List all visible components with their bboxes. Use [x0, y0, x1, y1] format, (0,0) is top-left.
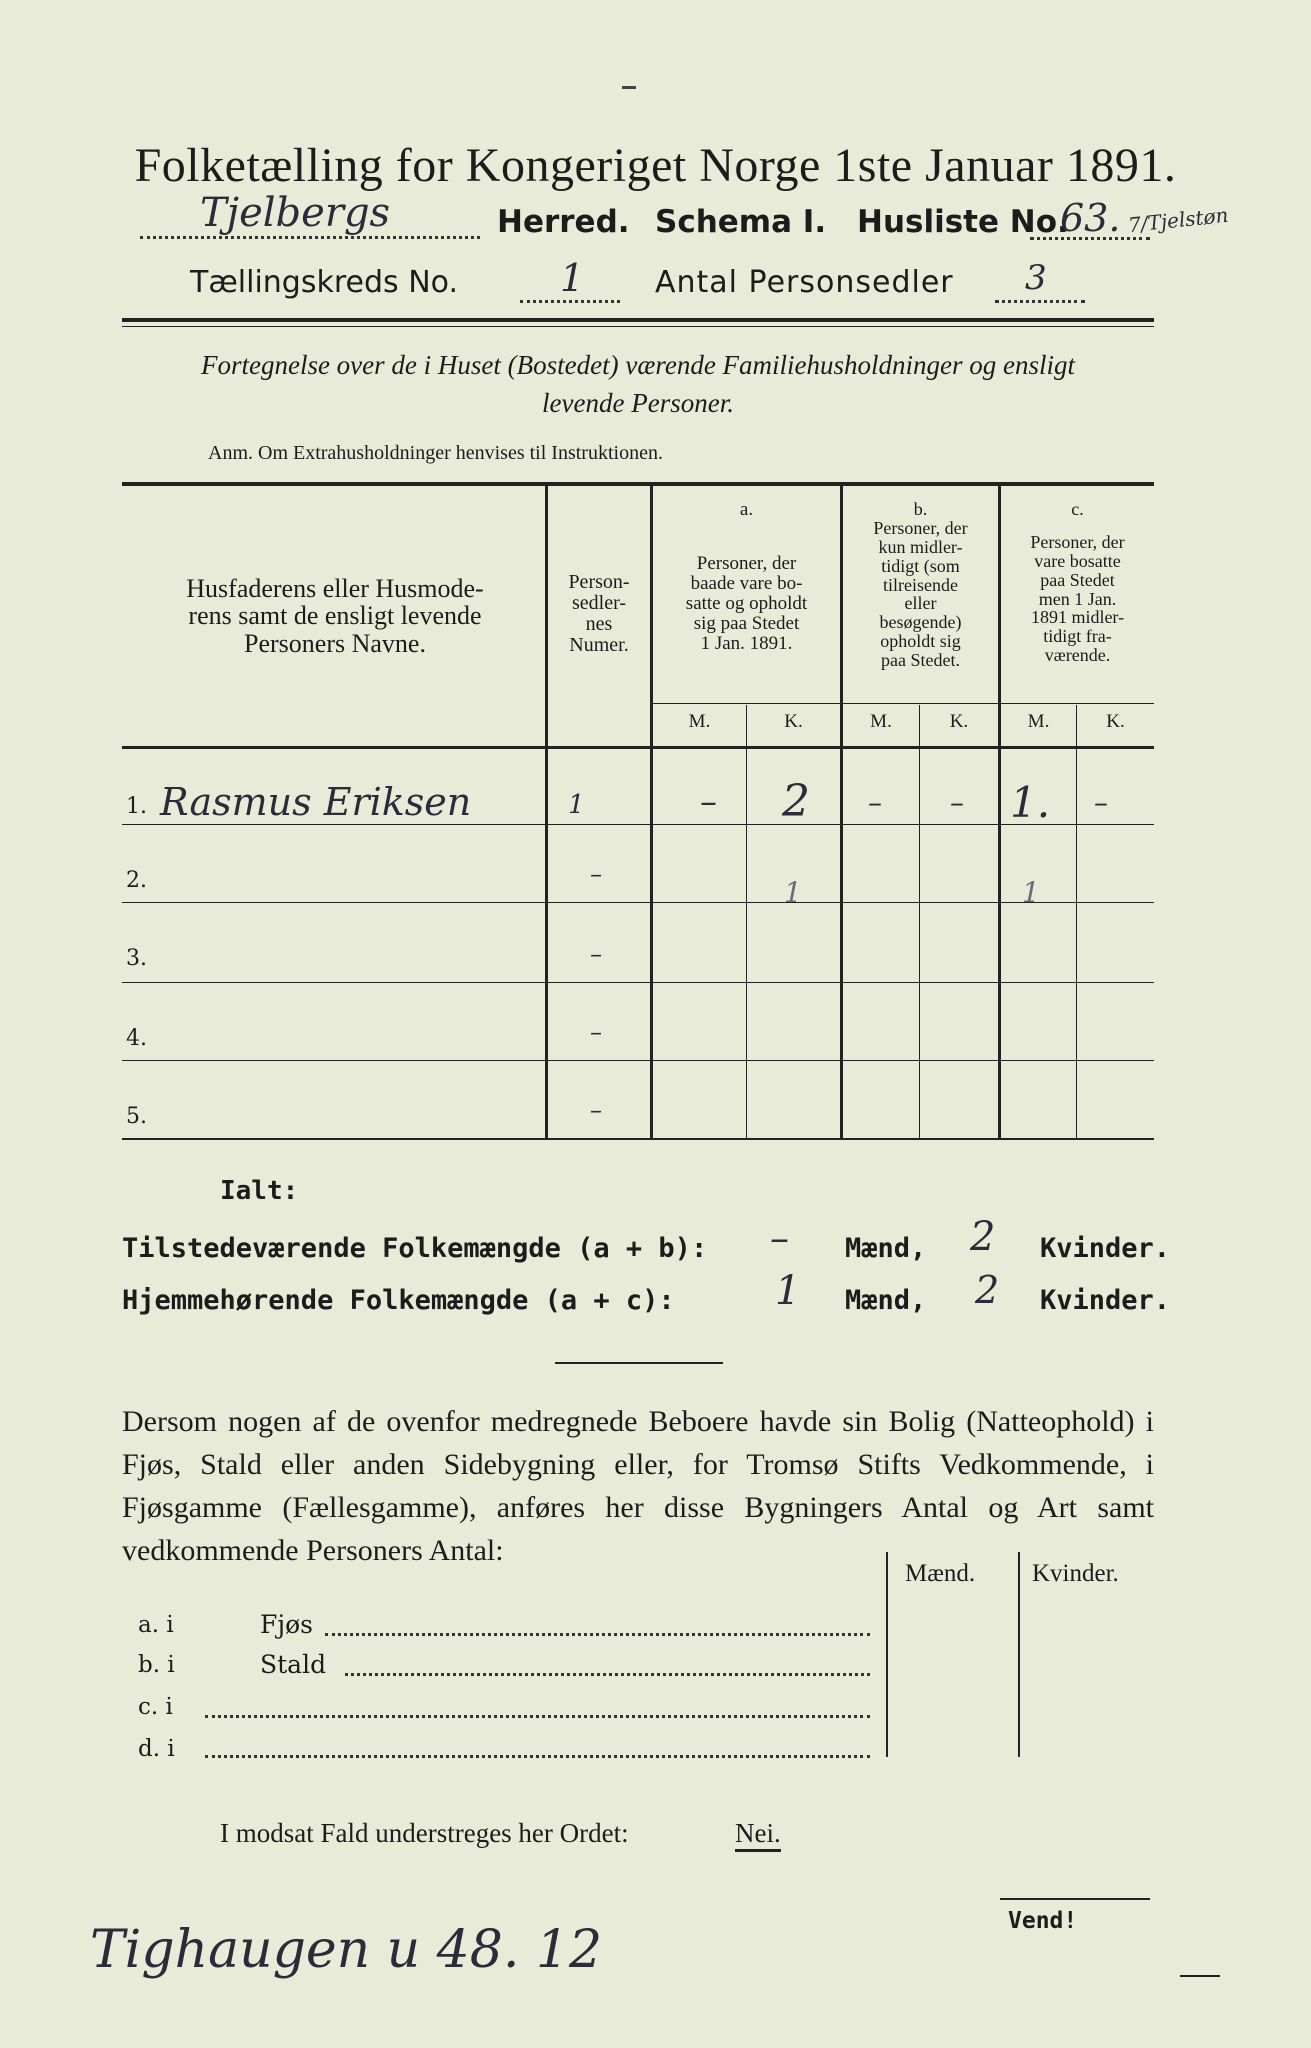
a-m-label: M. [688, 711, 711, 732]
mk-rule [653, 703, 1154, 704]
table-row-5-num: – [590, 1096, 602, 1124]
total-line-2-maend: Mænd, [845, 1285, 927, 1316]
vrule-bm [919, 705, 920, 1138]
intro-line-2: levende Personer. [542, 388, 734, 418]
bld-item-d-label: d. i [138, 1736, 175, 1762]
antal-label: Antal Personsedler [655, 265, 954, 300]
bld-item-a-text: Fjøs [260, 1610, 313, 1639]
husliste-label: Husliste No. [857, 204, 1069, 240]
total-line-2-k: 2 [975, 1268, 1000, 1312]
bld-item-c-dots [205, 1700, 870, 1718]
col-b-header: b. Personer, der kun midler- tidigt (som tilreisende eller besøgende) opholdt sig paa Stedet. [873, 499, 968, 671]
row-line-1 [122, 824, 1154, 825]
antal-value: 3 [1025, 258, 1047, 298]
footer-handwritten: Tighaugen u 48. 12 [90, 1920, 603, 1980]
table-bottom-rule [122, 1138, 1154, 1140]
total-line-1-m: – [770, 1216, 789, 1260]
table-row-1-name: Rasmus Eriksen [160, 780, 472, 824]
b-m-label: M. [870, 711, 892, 732]
table-row-2-ak: 1 [784, 876, 802, 909]
c-m-label: M. [1027, 711, 1050, 732]
table-row-2-cm: 1 [1022, 876, 1040, 909]
husliste-note: 7/Tjelstøn [1127, 202, 1230, 238]
table-row-1-ck: – [1094, 786, 1108, 819]
bld-item-b-dots [345, 1658, 870, 1676]
table-row-1-num: 1 [568, 790, 585, 820]
ink-mark-corner [1180, 1975, 1220, 1977]
bld-col-kvinder: Kvinder. [1032, 1560, 1119, 1587]
total-line-2-kvinder: Kvinder. [1040, 1285, 1171, 1316]
total-line-2-m: 1 [775, 1268, 801, 1314]
vend-rule [1000, 1898, 1150, 1900]
header-rule [122, 318, 1154, 322]
row-line-3 [122, 982, 1154, 983]
anm-note: Anm. Om Extrahusholdninger henvises til Instruktionen. [208, 442, 663, 464]
bld-col-maend: Mænd. [905, 1560, 976, 1587]
bld-vrule-2 [1018, 1552, 1020, 1757]
ialt-label: Ialt: [220, 1176, 299, 1206]
herred-label: Herred. [497, 204, 630, 240]
schema-label: Schema I. [655, 204, 827, 240]
table-row-2-num: – [590, 860, 602, 888]
total-line-1-maend: Mænd, [845, 1233, 927, 1264]
table-row-2-no: 2. [126, 868, 147, 893]
col-c-header: c. Personer, der vare bosatte paa Stedet men 1 Jan. 1891 midler- tidigt fra- værende. [1030, 499, 1125, 666]
row-line-4 [122, 1060, 1154, 1061]
vend-text: Vend! [1008, 1908, 1078, 1934]
buildings-paragraph: Dersom nogen af de ovenfor medregnede Beboere havde sin Bolig (Natteophold) i Fjøs, Stald eller anden Sidebygning eller, for Tromsø Stifts Vedkommende, i Fjøsgamme (Fællesgamme), anføres her disse Bygningers Antal og Art samt vedkommende Personers Antal: [122, 1405, 1154, 1567]
table-row-1-bk: – [950, 786, 964, 819]
table-row-1-am: – [700, 782, 717, 822]
bld-item-c-label: c. i [138, 1694, 173, 1720]
table-row-1-ak: 2 [782, 776, 810, 827]
table-row-3-no: 3. [126, 946, 147, 971]
form-title: Folketælling for Kongeriget Norge 1ste Januar 1891. [134, 139, 1177, 192]
c-k-label: K. [1106, 711, 1125, 732]
bld-item-b-text: Stald [260, 1650, 327, 1679]
total-line-1-kvinder: Kvinder. [1040, 1233, 1171, 1264]
vrule-name [545, 486, 548, 1138]
nei-word: Nei. [735, 1818, 781, 1852]
header-rule-thin [122, 326, 1154, 327]
kreds-value: 1 [560, 256, 585, 300]
col-name-header: Husfaderens eller Husmode- rens samt de ensligt levende Personers Navne. [186, 574, 484, 658]
bld-vrule-1 [886, 1552, 888, 1757]
table-row-1-no: 1. [126, 794, 147, 819]
table-row-1-bm: – [868, 786, 882, 819]
col-num-header: Person- sedler- nes Numer. [568, 571, 630, 656]
row-line-2 [122, 902, 1154, 903]
intro-line-1: Fortegnelse over de i Huset (Bostedet) værende Familiehusholdninger og ensligt [200, 350, 1076, 380]
table-row-5-no: 5. [126, 1104, 147, 1129]
total-line-1-label: Tilstedeværende Folkemængde (a + b): [122, 1233, 708, 1264]
total-line-1-k: 2 [970, 1214, 996, 1260]
a-k-label: K. [784, 711, 803, 732]
divider [555, 1362, 723, 1364]
kreds-label: Tællingskreds No. [190, 265, 458, 300]
table-row-4-no: 4. [126, 1026, 147, 1051]
table-row-4-num: – [590, 1018, 602, 1046]
table-row-1-cm: 1. [1010, 778, 1051, 827]
vrule-am [746, 705, 747, 1138]
b-k-label: K. [949, 711, 969, 732]
table-row-3-num: – [590, 940, 602, 968]
ink-mark [622, 86, 636, 89]
husliste-value: 63. [1060, 196, 1121, 240]
total-line-2-label: Hjemmehørende Folkemængde (a + c): [122, 1285, 675, 1316]
col-a-header: a. Personer, der baade vare bo- satte og opholdt sig paa Stedet 1 Jan. 1891. [685, 499, 808, 654]
bld-item-b-label: b. i [138, 1652, 175, 1678]
bld-item-d-dots [205, 1740, 870, 1758]
modsat-text: I modsat Fald understreges her Ordet: [220, 1818, 629, 1848]
vrule-cm [1076, 705, 1077, 1138]
bld-item-a-dots [325, 1618, 870, 1636]
herred-value: Tjelbergs [200, 190, 391, 236]
bld-item-a-label: a. i [138, 1612, 174, 1638]
